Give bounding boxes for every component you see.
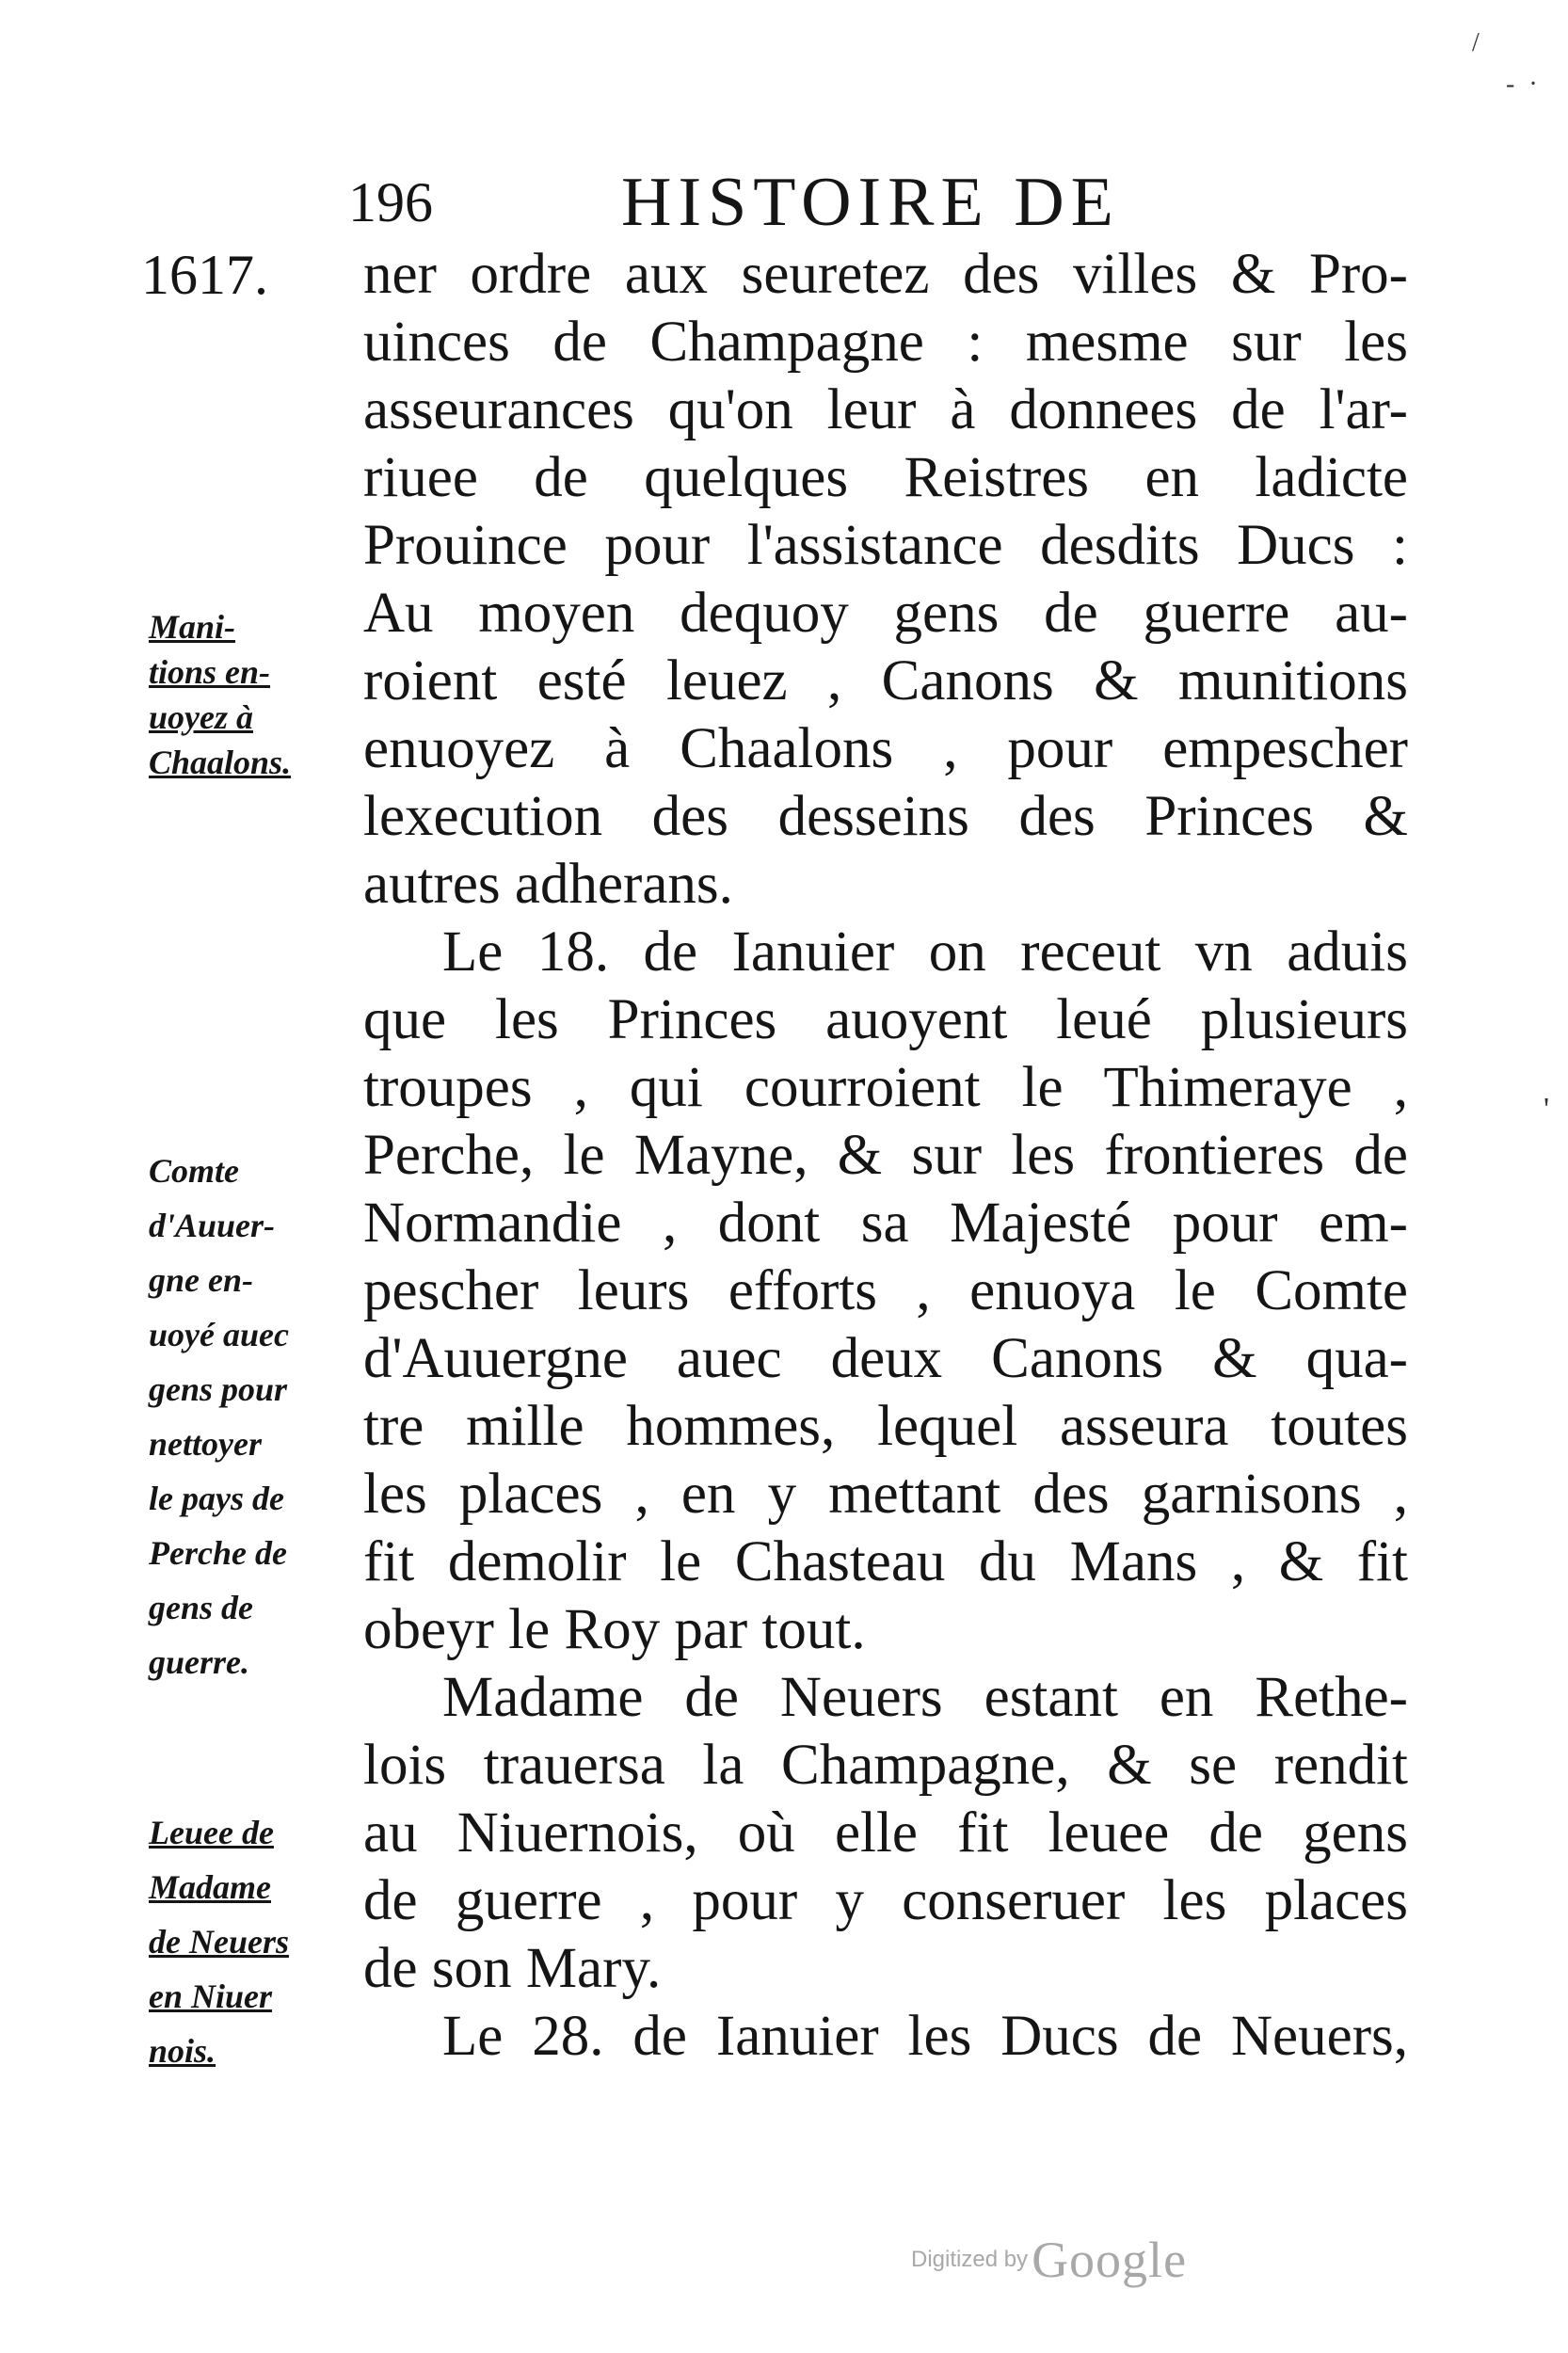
google-logo: Google (1032, 2232, 1188, 2288)
text-line: lexecution des desseins des Princes & (363, 785, 1408, 848)
text-line: asseurances qu'on leur à donnees de l'ar- (363, 378, 1408, 441)
margin-note-line: en Niuer (149, 1977, 273, 2015)
margin-note-line: le pays de (149, 1480, 284, 1517)
margin-note-line: Leuee de (149, 1814, 274, 1851)
text-line: fit demolir le Chasteau du Mans , & fit (363, 1530, 1408, 1593)
text-line: d'Auuergne auec deux Canons & qua- (363, 1327, 1408, 1390)
margin-note-line: guerre. (149, 1643, 249, 1681)
text-line: troupes , qui courroient le Thimeraye , (363, 1056, 1408, 1119)
body-text (363, 241, 1408, 2071)
text-line: roient esté leuez , Canons & munitions (363, 649, 1408, 712)
text-line: au Niuernois, où elle fit leuee de gens (363, 1801, 1408, 1865)
text-line: Perche, le Mayne, & sur les frontieres de (363, 1124, 1408, 1187)
text-line: Normandie , dont sa Majesté pour em- (363, 1192, 1408, 1255)
watermark-prefix: Digitized by (911, 2247, 1029, 2272)
text-line: obeyr le Roy par tout. (363, 1598, 866, 1661)
text-line: Prouince pour l'assistance desdits Ducs : (363, 514, 1408, 577)
running-title: HISTOIRE DE (621, 164, 1120, 241)
margin-note-munitions (149, 604, 365, 785)
text-line: lois trauersa la Champagne, & se rendit (363, 1734, 1408, 1797)
margin-note-line: d'Auuer- (149, 1207, 276, 1244)
margin-note-comte-auuergne (149, 1144, 365, 1689)
margin-note-line: de Neuers (149, 1923, 289, 1961)
page-header (348, 160, 1421, 245)
margin-note-line: uoyé auec (149, 1316, 289, 1353)
margin-note-line: tions en- (149, 653, 271, 691)
text-line: que les Princes auoyent leué plusieurs (363, 988, 1408, 1051)
text-line: autres adherans. (363, 853, 733, 916)
text-line: Le 18. de Ianuier on receut vn aduis (442, 920, 1408, 984)
stray-mark: - · (1506, 70, 1542, 99)
margin-note-line: Perche de (149, 1534, 287, 1572)
digitized-watermark (911, 2231, 1187, 2289)
margin-note-line: gne en- (149, 1261, 253, 1299)
text-line: tre mille hommes, lequel asseura toutes (363, 1395, 1408, 1458)
margin-note-line: Mani- (149, 608, 236, 646)
margin-year: 1617. (141, 244, 268, 306)
text-line: Au moyen dequoy gens de guerre au- (363, 582, 1408, 645)
margin-note-line: gens de (149, 1589, 253, 1626)
margin-note-line: Madame (149, 1868, 271, 1906)
text-line: pescher leurs efforts , enuoya le Comte (363, 1259, 1408, 1322)
margin-note-line: Comte (149, 1152, 239, 1190)
margin-note-line: nettoyer (149, 1425, 262, 1463)
text-line: Le 28. de Ianuier les Ducs de Neuers, (442, 2005, 1408, 2068)
margin-note-line: gens pour (149, 1370, 288, 1408)
stray-mark: ' (1544, 1092, 1550, 1127)
text-line: de son Mary. (363, 1937, 662, 2000)
text-line: Madame de Neuers estant en Rethe- (442, 1666, 1408, 1729)
page-number: 196 (348, 171, 433, 233)
margin-note-line: nois. (149, 2032, 216, 2070)
text-line: riuee de quelques Reistres en ladicte (363, 446, 1408, 509)
text-line: uinces de Champagne : mesme sur les (363, 311, 1408, 374)
margin-note-line: Chaalons. (149, 744, 292, 781)
text-line: de guerre , pour y conseruer les places (363, 1869, 1408, 1932)
stray-mark: / (1472, 28, 1480, 57)
text-line: enuoyez à Chaalons , pour empescher (363, 717, 1408, 780)
margin-note-line: uoyez à (149, 698, 253, 736)
text-line: les places , en y mettant des garnisons , (363, 1463, 1408, 1526)
text-line: ner ordre aux seuretez des villes & Pro- (363, 243, 1408, 306)
margin-note-madame-neuers (149, 1805, 365, 2078)
